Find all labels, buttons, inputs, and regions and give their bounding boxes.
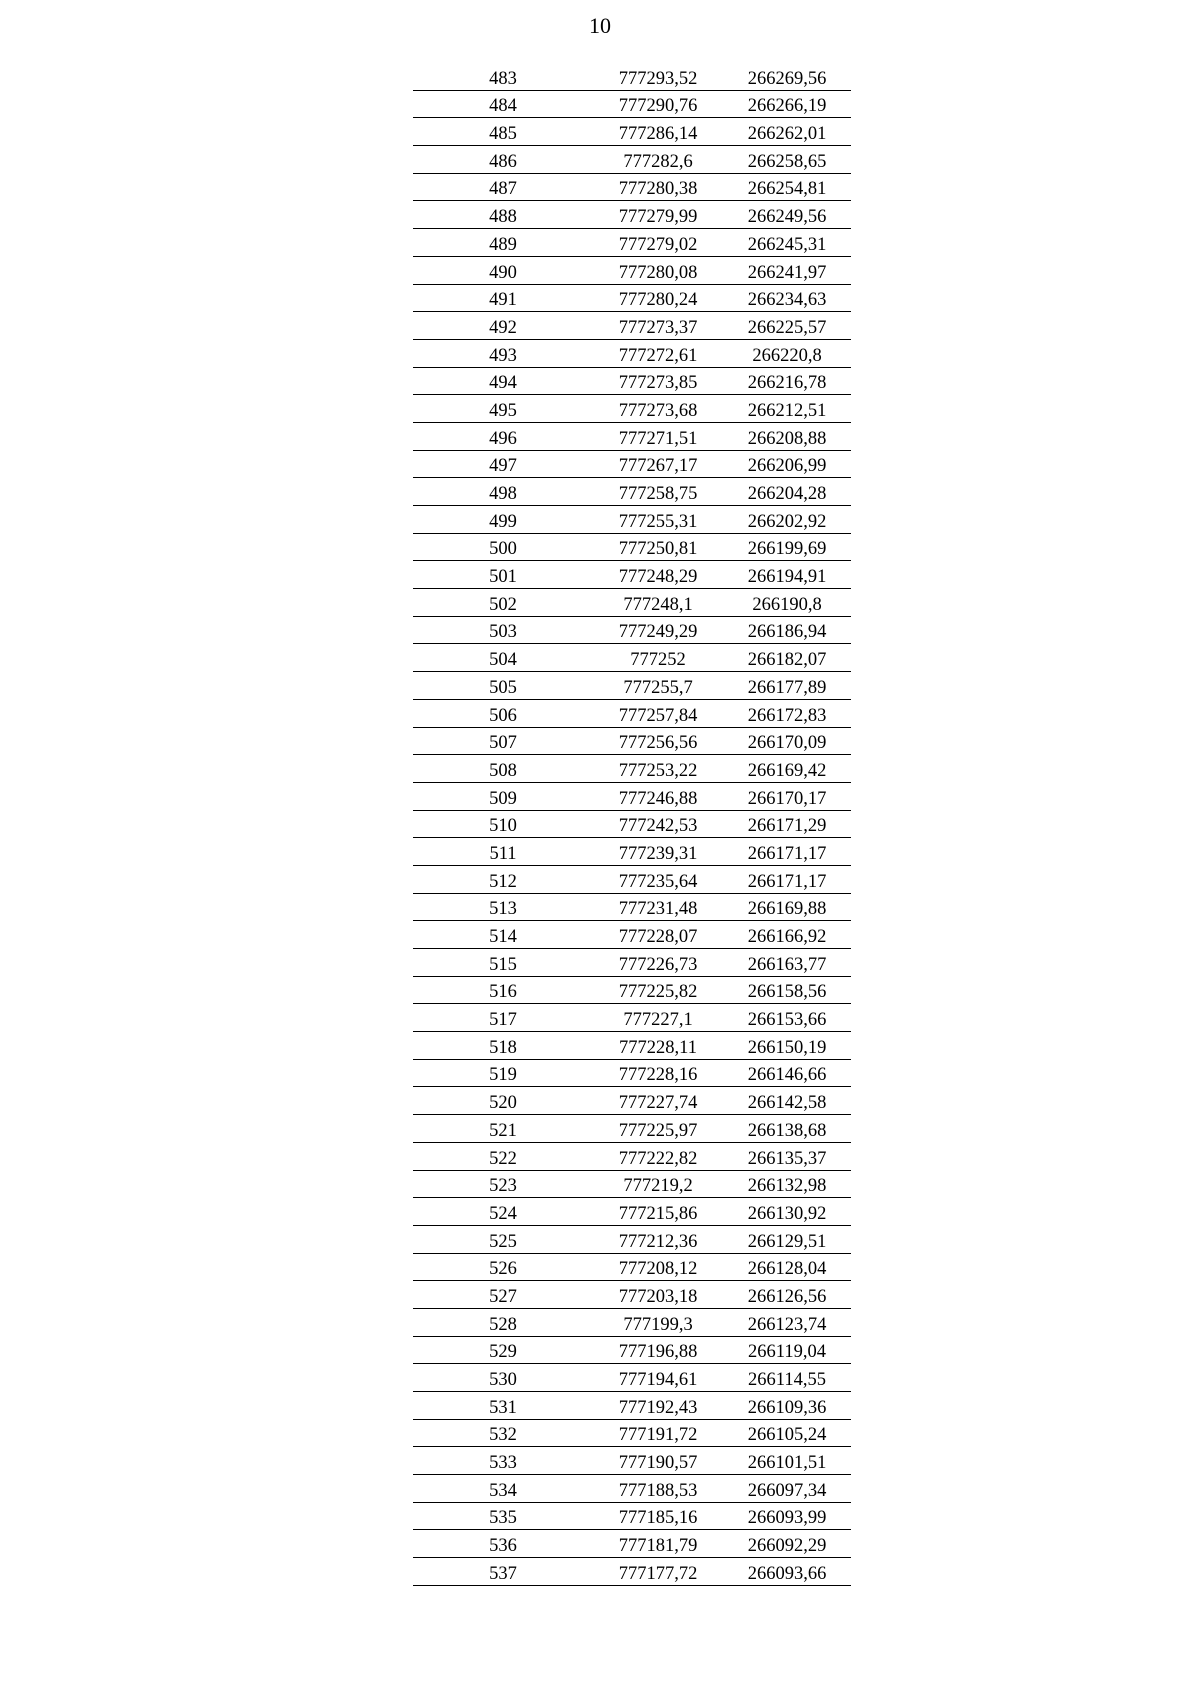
table-row [413, 1198, 851, 1226]
point-number-cell: 487 [413, 173, 593, 201]
x-coordinate-cell: 777280,08 [593, 256, 723, 284]
y-coordinate-cell: 266142,58 [723, 1087, 851, 1115]
y-coordinate-cell: 266254,81 [723, 173, 851, 201]
x-coordinate-cell: 777225,97 [593, 1115, 723, 1143]
point-number-cell: 500 [413, 533, 593, 561]
y-coordinate-cell: 266194,91 [723, 561, 851, 589]
y-coordinate-cell: 266182,07 [723, 644, 851, 672]
y-coordinate-cell: 266105,24 [723, 1419, 851, 1447]
x-coordinate-cell: 777228,11 [593, 1032, 723, 1060]
table-row [413, 1087, 851, 1115]
y-coordinate-cell: 266225,57 [723, 312, 851, 340]
point-number-cell: 516 [413, 976, 593, 1004]
y-coordinate-cell: 266158,56 [723, 976, 851, 1004]
y-coordinate-cell: 266101,51 [723, 1447, 851, 1475]
table-row [413, 312, 851, 340]
y-coordinate-cell: 266132,98 [723, 1170, 851, 1198]
table-row [413, 173, 851, 201]
y-coordinate-cell: 266190,8 [723, 589, 851, 617]
point-number-cell: 488 [413, 201, 593, 229]
table-row [413, 865, 851, 893]
point-number-cell: 504 [413, 644, 593, 672]
page-number: 10 [589, 13, 611, 38]
y-coordinate-cell: 266153,66 [723, 1004, 851, 1032]
point-number-cell: 530 [413, 1364, 593, 1392]
point-number-cell: 505 [413, 672, 593, 700]
x-coordinate-cell: 777250,81 [593, 533, 723, 561]
x-coordinate-cell: 777239,31 [593, 838, 723, 866]
y-coordinate-cell: 266234,63 [723, 284, 851, 312]
point-number-cell: 503 [413, 616, 593, 644]
x-coordinate-cell: 777203,18 [593, 1281, 723, 1309]
table-row [413, 589, 851, 617]
point-number-cell: 528 [413, 1308, 593, 1336]
table-row [413, 1142, 851, 1170]
y-coordinate-cell: 266202,92 [723, 506, 851, 534]
point-number-cell: 483 [413, 63, 593, 90]
point-number-cell: 506 [413, 699, 593, 727]
x-coordinate-cell: 777279,99 [593, 201, 723, 229]
x-coordinate-cell: 777246,88 [593, 782, 723, 810]
table-row [413, 533, 851, 561]
x-coordinate-cell: 777185,16 [593, 1502, 723, 1530]
table-row [413, 1447, 851, 1475]
table-row [413, 1392, 851, 1420]
point-number-cell: 525 [413, 1225, 593, 1253]
coordinates-table-body [413, 63, 851, 1585]
y-coordinate-cell: 266262,01 [723, 118, 851, 146]
point-number-cell: 492 [413, 312, 593, 340]
x-coordinate-cell: 777199,3 [593, 1308, 723, 1336]
x-coordinate-cell: 777279,02 [593, 229, 723, 257]
x-coordinate-cell: 777286,14 [593, 118, 723, 146]
table-row [413, 810, 851, 838]
x-coordinate-cell: 777280,38 [593, 173, 723, 201]
table-row [413, 976, 851, 1004]
point-number-cell: 493 [413, 339, 593, 367]
y-coordinate-cell: 266249,56 [723, 201, 851, 229]
x-coordinate-cell: 777228,16 [593, 1059, 723, 1087]
x-coordinate-cell: 777192,43 [593, 1392, 723, 1420]
y-coordinate-cell: 266171,17 [723, 865, 851, 893]
y-coordinate-cell: 266172,83 [723, 699, 851, 727]
table-row [413, 755, 851, 783]
x-coordinate-cell: 777212,36 [593, 1225, 723, 1253]
x-coordinate-cell: 777271,51 [593, 422, 723, 450]
x-coordinate-cell: 777215,86 [593, 1198, 723, 1226]
x-coordinate-cell: 777191,72 [593, 1419, 723, 1447]
point-number-cell: 512 [413, 865, 593, 893]
point-number-cell: 510 [413, 810, 593, 838]
table-row [413, 1419, 851, 1447]
point-number-cell: 527 [413, 1281, 593, 1309]
point-number-cell: 524 [413, 1198, 593, 1226]
y-coordinate-cell: 266138,68 [723, 1115, 851, 1143]
table-row [413, 1115, 851, 1143]
table-row [413, 1308, 851, 1336]
y-coordinate-cell: 266135,37 [723, 1142, 851, 1170]
x-coordinate-cell: 777222,82 [593, 1142, 723, 1170]
point-number-cell: 533 [413, 1447, 593, 1475]
y-coordinate-cell: 266166,92 [723, 921, 851, 949]
table-row [413, 644, 851, 672]
table-row [413, 367, 851, 395]
y-coordinate-cell: 266114,55 [723, 1364, 851, 1392]
x-coordinate-cell: 777255,31 [593, 506, 723, 534]
point-number-cell: 519 [413, 1059, 593, 1087]
table-row [413, 1004, 851, 1032]
y-coordinate-cell: 266123,74 [723, 1308, 851, 1336]
y-coordinate-cell: 266126,56 [723, 1281, 851, 1309]
x-coordinate-cell: 777248,1 [593, 589, 723, 617]
point-number-cell: 490 [413, 256, 593, 284]
x-coordinate-cell: 777290,76 [593, 90, 723, 118]
y-coordinate-cell: 266216,78 [723, 367, 851, 395]
table-row [413, 1032, 851, 1060]
table-row [413, 1253, 851, 1281]
y-coordinate-cell: 266169,42 [723, 755, 851, 783]
table-row [413, 118, 851, 146]
x-coordinate-cell: 777248,29 [593, 561, 723, 589]
y-coordinate-cell: 266093,66 [723, 1558, 851, 1586]
y-coordinate-cell: 266109,36 [723, 1392, 851, 1420]
point-number-cell: 509 [413, 782, 593, 810]
x-coordinate-cell: 777242,53 [593, 810, 723, 838]
point-number-cell: 498 [413, 478, 593, 506]
table-row [413, 146, 851, 174]
point-number-cell: 521 [413, 1115, 593, 1143]
table-row [413, 1281, 851, 1309]
y-coordinate-cell: 266177,89 [723, 672, 851, 700]
table-row [413, 450, 851, 478]
point-number-cell: 520 [413, 1087, 593, 1115]
point-number-cell: 507 [413, 727, 593, 755]
x-coordinate-cell: 777235,64 [593, 865, 723, 893]
point-number-cell: 485 [413, 118, 593, 146]
y-coordinate-cell: 266241,97 [723, 256, 851, 284]
point-number-cell: 513 [413, 893, 593, 921]
table-row [413, 63, 851, 90]
x-coordinate-cell: 777258,75 [593, 478, 723, 506]
table-row [413, 672, 851, 700]
table-row [413, 506, 851, 534]
y-coordinate-cell: 266146,66 [723, 1059, 851, 1087]
x-coordinate-cell: 777231,48 [593, 893, 723, 921]
table-row [413, 616, 851, 644]
point-number-cell: 497 [413, 450, 593, 478]
point-number-cell: 489 [413, 229, 593, 257]
point-number-cell: 495 [413, 395, 593, 423]
y-coordinate-cell: 266171,29 [723, 810, 851, 838]
table-row [413, 1059, 851, 1087]
y-coordinate-cell: 266258,65 [723, 146, 851, 174]
table-row [413, 1530, 851, 1558]
x-coordinate-cell: 777208,12 [593, 1253, 723, 1281]
y-coordinate-cell: 266204,28 [723, 478, 851, 506]
y-coordinate-cell: 266119,04 [723, 1336, 851, 1364]
x-coordinate-cell: 777249,29 [593, 616, 723, 644]
point-number-cell: 494 [413, 367, 593, 395]
table-row [413, 699, 851, 727]
y-coordinate-cell: 266186,94 [723, 616, 851, 644]
table-row [413, 1336, 851, 1364]
table-row [413, 727, 851, 755]
point-number-cell: 501 [413, 561, 593, 589]
x-coordinate-cell: 777255,7 [593, 672, 723, 700]
point-number-cell: 518 [413, 1032, 593, 1060]
table-row [413, 90, 851, 118]
table-row [413, 395, 851, 423]
y-coordinate-cell: 266220,8 [723, 339, 851, 367]
x-coordinate-cell: 777282,6 [593, 146, 723, 174]
point-number-cell: 536 [413, 1530, 593, 1558]
x-coordinate-cell: 777196,88 [593, 1336, 723, 1364]
table-row [413, 893, 851, 921]
x-coordinate-cell: 777194,61 [593, 1364, 723, 1392]
point-number-cell: 499 [413, 506, 593, 534]
point-number-cell: 529 [413, 1336, 593, 1364]
point-number-cell: 515 [413, 949, 593, 977]
table-row [413, 921, 851, 949]
table-row [413, 1558, 851, 1586]
y-coordinate-cell: 266199,69 [723, 533, 851, 561]
y-coordinate-cell: 266128,04 [723, 1253, 851, 1281]
point-number-cell: 517 [413, 1004, 593, 1032]
point-number-cell: 534 [413, 1475, 593, 1503]
table-row [413, 1364, 851, 1392]
y-coordinate-cell: 266163,77 [723, 949, 851, 977]
x-coordinate-cell: 777190,57 [593, 1447, 723, 1475]
y-coordinate-cell: 266130,92 [723, 1198, 851, 1226]
x-coordinate-cell: 777228,07 [593, 921, 723, 949]
x-coordinate-cell: 777177,72 [593, 1558, 723, 1586]
x-coordinate-cell: 777273,68 [593, 395, 723, 423]
x-coordinate-cell: 777226,73 [593, 949, 723, 977]
point-number-cell: 502 [413, 589, 593, 617]
point-number-cell: 532 [413, 1419, 593, 1447]
point-number-cell: 508 [413, 755, 593, 783]
point-number-cell: 535 [413, 1502, 593, 1530]
point-number-cell: 484 [413, 90, 593, 118]
y-coordinate-cell: 266171,17 [723, 838, 851, 866]
table-row [413, 1225, 851, 1253]
x-coordinate-cell: 777253,22 [593, 755, 723, 783]
y-coordinate-cell: 266206,99 [723, 450, 851, 478]
x-coordinate-cell: 777219,2 [593, 1170, 723, 1198]
table-row [413, 201, 851, 229]
table-row [413, 561, 851, 589]
point-number-cell: 486 [413, 146, 593, 174]
y-coordinate-cell: 266150,19 [723, 1032, 851, 1060]
table-row [413, 256, 851, 284]
point-number-cell: 496 [413, 422, 593, 450]
y-coordinate-cell: 266092,29 [723, 1530, 851, 1558]
x-coordinate-cell: 777273,85 [593, 367, 723, 395]
table-row [413, 949, 851, 977]
table-row [413, 1170, 851, 1198]
y-coordinate-cell: 266170,09 [723, 727, 851, 755]
x-coordinate-cell: 777272,61 [593, 339, 723, 367]
y-coordinate-cell: 266129,51 [723, 1225, 851, 1253]
y-coordinate-cell: 266097,34 [723, 1475, 851, 1503]
x-coordinate-cell: 777188,53 [593, 1475, 723, 1503]
table-row [413, 838, 851, 866]
x-coordinate-cell: 777227,74 [593, 1087, 723, 1115]
x-coordinate-cell: 777280,24 [593, 284, 723, 312]
point-number-cell: 537 [413, 1558, 593, 1586]
x-coordinate-cell: 777293,52 [593, 63, 723, 90]
table-row [413, 339, 851, 367]
point-number-cell: 514 [413, 921, 593, 949]
x-coordinate-cell: 777257,84 [593, 699, 723, 727]
table-row [413, 422, 851, 450]
point-number-cell: 491 [413, 284, 593, 312]
y-coordinate-cell: 266269,56 [723, 63, 851, 90]
y-coordinate-cell: 266212,51 [723, 395, 851, 423]
table-row [413, 1475, 851, 1503]
x-coordinate-cell: 777225,82 [593, 976, 723, 1004]
coordinates-table [413, 63, 851, 1586]
table-row [413, 478, 851, 506]
y-coordinate-cell: 266266,19 [723, 90, 851, 118]
table-row [413, 1502, 851, 1530]
x-coordinate-cell: 777256,56 [593, 727, 723, 755]
y-coordinate-cell: 266093,99 [723, 1502, 851, 1530]
point-number-cell: 511 [413, 838, 593, 866]
y-coordinate-cell: 266169,88 [723, 893, 851, 921]
table-row [413, 229, 851, 257]
table-row [413, 782, 851, 810]
point-number-cell: 522 [413, 1142, 593, 1170]
x-coordinate-cell: 777227,1 [593, 1004, 723, 1032]
x-coordinate-cell: 777181,79 [593, 1530, 723, 1558]
point-number-cell: 526 [413, 1253, 593, 1281]
y-coordinate-cell: 266170,17 [723, 782, 851, 810]
point-number-cell: 523 [413, 1170, 593, 1198]
table-row [413, 284, 851, 312]
x-coordinate-cell: 777252 [593, 644, 723, 672]
point-number-cell: 531 [413, 1392, 593, 1420]
y-coordinate-cell: 266245,31 [723, 229, 851, 257]
y-coordinate-cell: 266208,88 [723, 422, 851, 450]
x-coordinate-cell: 777267,17 [593, 450, 723, 478]
x-coordinate-cell: 777273,37 [593, 312, 723, 340]
